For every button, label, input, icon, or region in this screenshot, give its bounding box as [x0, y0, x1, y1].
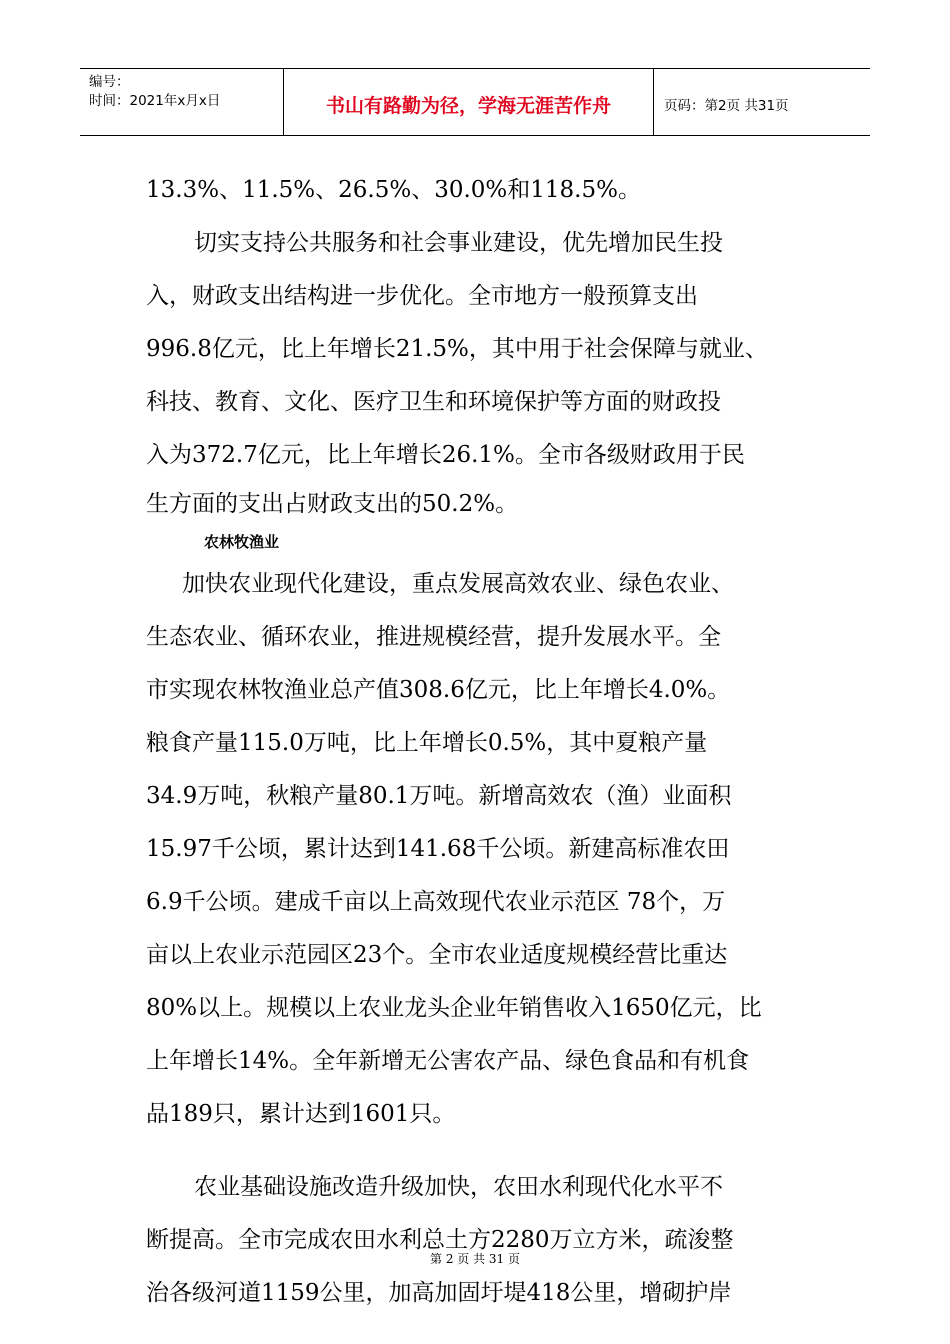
- text-line: 治各级河道1159公里，加高加固圩堤418公里，增砌护岸: [146, 1280, 732, 1306]
- text-line: 13.3%、11.5%、26.5%、30.0%和118.5%。: [146, 177, 641, 203]
- text-line: 亩以上农业示范园区23个。全市农业适度规模经营比重达: [146, 942, 728, 968]
- text-line: 加快农业现代化建设，重点发展高效农业、绿色农业、: [182, 571, 734, 597]
- text-line: 6.9千公顷。建成千亩以上高效现代农业示范区 78个，万: [146, 889, 726, 915]
- page-header: [80, 68, 870, 136]
- text-line: 80%以上。规模以上农业龙头企业年销售收入1650亿元，比: [146, 995, 762, 1021]
- text-line: 品189只，累计达到1601只。: [146, 1101, 456, 1127]
- text-line: 入，财政支出结构进一步优化。全市地方一般预算支出: [146, 283, 698, 309]
- text-line: 市实现农林牧渔业总产值308.6亿元，比上年增长4.0%。: [146, 677, 731, 703]
- document-time-label: 时间：2021年x月x日: [89, 93, 221, 109]
- text-line: 农业基础设施改造升级加快，农田水利现代化水平不: [194, 1174, 723, 1200]
- text-line: 34.9万吨，秋粮产量80.1万吨。新增高效农（渔）业面积: [146, 783, 732, 809]
- text-line: 切实支持公共服务和社会事业建设，优先增加民生投: [194, 230, 723, 256]
- header-motto: 书山有路勤为径，学海无涯苦作舟: [284, 69, 654, 135]
- header-meta: [80, 69, 284, 135]
- text-line: 上年增长14%。全年新增无公害农产品、绿色食品和有机食: [146, 1048, 750, 1074]
- header-page-info: 页码：第2页 共31页: [664, 98, 789, 114]
- text-line: 15.97千公顷，累计达到141.68千公顷。新建高标准农田: [146, 836, 730, 862]
- paragraph-gap: [146, 1141, 816, 1161]
- section-heading: 农林牧渔业: [204, 533, 280, 551]
- text-line: 粮食产量115.0万吨，比上年增长0.5%，其中夏粮产量: [146, 730, 708, 756]
- page-footer: 第 2 页 共 31 页: [430, 1252, 520, 1266]
- text-line: 入为372.7亿元，比上年增长26.1%。全市各级财政用于民: [146, 442, 745, 468]
- text-line: 生方面的支出占财政支出的50.2%。: [146, 491, 519, 517]
- text-line: 996.8亿元，比上年增长21.5%，其中用于社会保障与就业、: [146, 336, 768, 362]
- document-body: [146, 164, 816, 1320]
- text-line: 断提高。全市完成农田水利总土方2280万立方米，疏浚整: [146, 1227, 734, 1253]
- text-line: 科技、教育、文化、医疗卫生和环境保护等方面的财政投: [146, 389, 721, 415]
- document-number-label: 编号：: [89, 74, 130, 90]
- text-line: 生态农业、循环农业，推进规模经营，提升发展水平。全: [146, 624, 721, 650]
